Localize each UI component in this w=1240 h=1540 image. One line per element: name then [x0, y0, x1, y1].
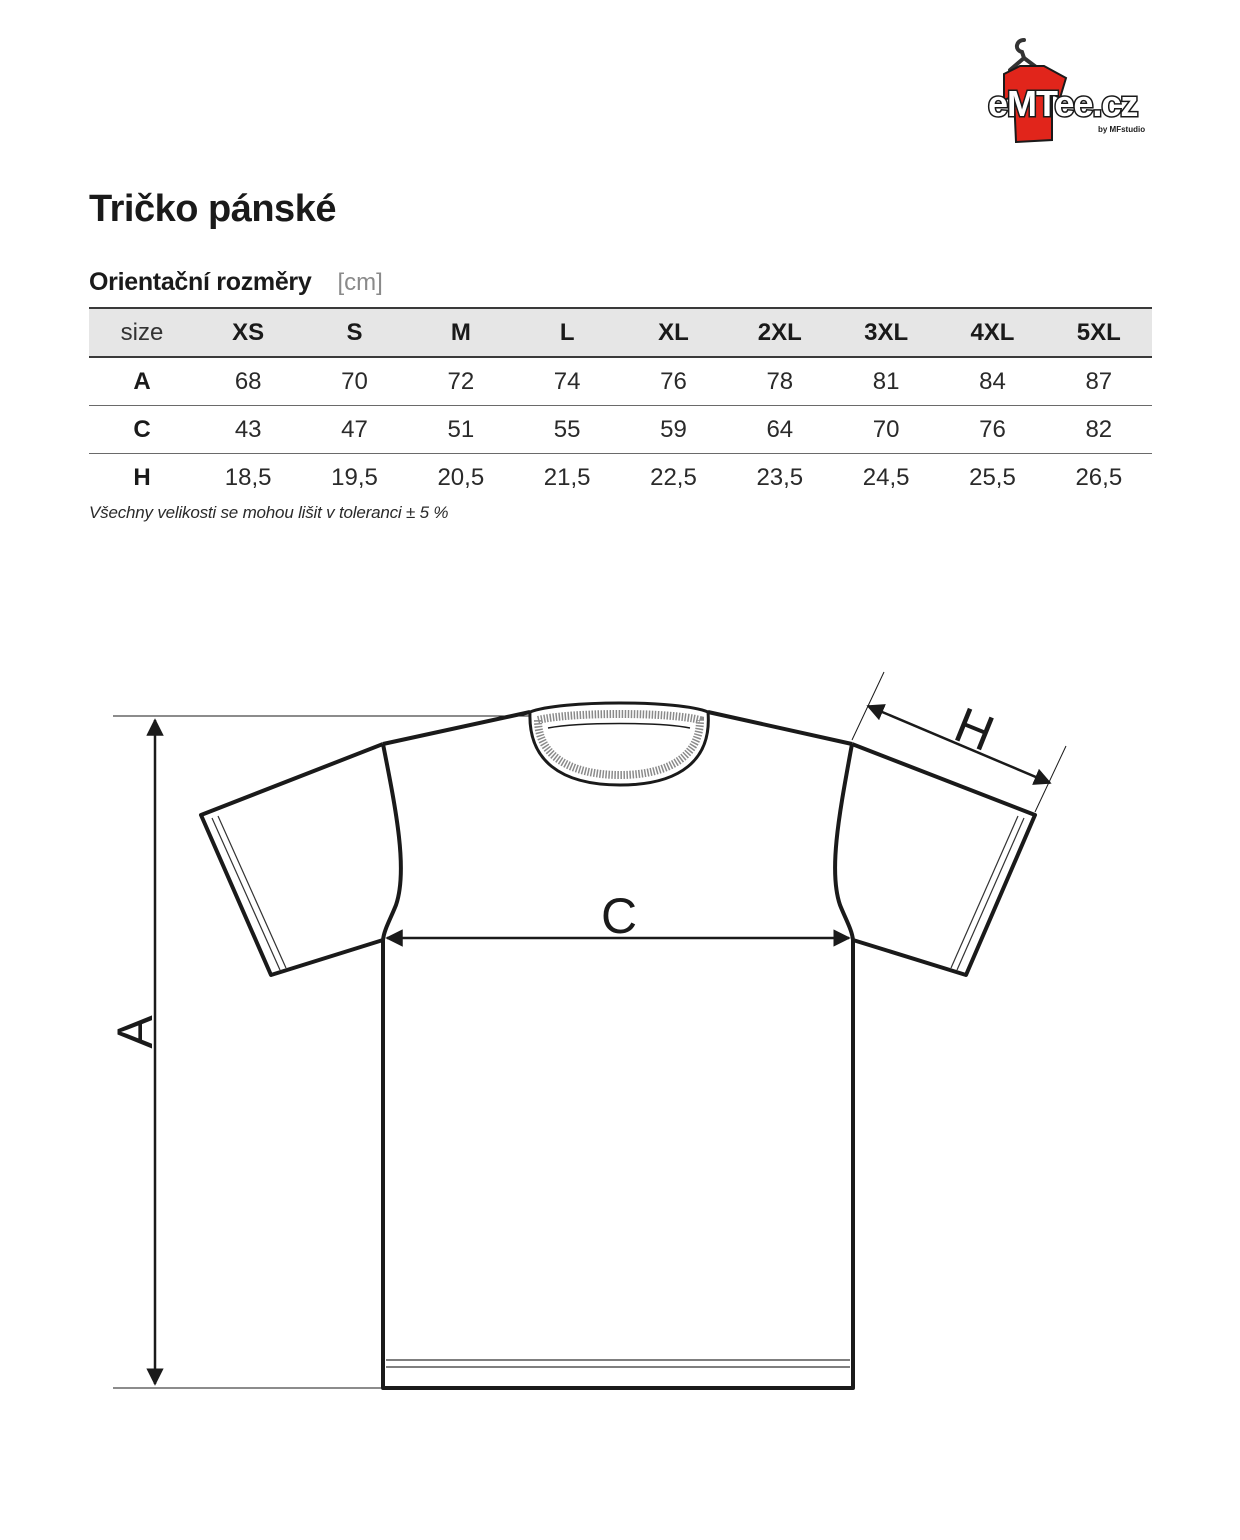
unit-label: [cm] — [337, 269, 383, 296]
table-cell: 68 — [234, 367, 262, 395]
column-header: XL — [658, 318, 689, 346]
table-cell: 43 — [234, 415, 262, 443]
table-cell: 21,5 — [543, 463, 591, 491]
table-cell: 74 — [553, 367, 581, 395]
table-cell: 24,5 — [862, 463, 910, 491]
logo-wordmark: eMTee.cz — [988, 83, 1138, 124]
logo-tagline: by MFstudio — [1098, 125, 1146, 134]
collar — [530, 703, 708, 785]
table-cell: 23,5 — [756, 463, 804, 491]
column-header: 4XL — [970, 318, 1015, 346]
dimension-label-h: H — [947, 696, 1002, 762]
table-cell: 76 — [979, 415, 1006, 443]
table-cell: 20,5 — [437, 463, 485, 491]
column-header: S — [346, 318, 363, 346]
table-cell: 87 — [1085, 367, 1113, 395]
dimension-label-a: A — [107, 1015, 163, 1049]
table-cell: 26,5 — [1075, 463, 1123, 491]
column-header: L — [559, 318, 575, 346]
column-header-size: size — [120, 318, 164, 346]
table-cell: 70 — [872, 415, 900, 443]
table-cell: 59 — [660, 415, 687, 443]
table-cell: 78 — [766, 367, 794, 395]
table-cell: 22,5 — [650, 463, 697, 491]
row-label: C — [133, 415, 151, 443]
table-cell: 82 — [1085, 415, 1113, 443]
table-cell: 18,5 — [224, 463, 272, 491]
table-cell: 19,5 — [331, 463, 378, 491]
column-header: XS — [232, 318, 265, 346]
column-header: 2XL — [757, 318, 802, 346]
column-header: 5XL — [1076, 318, 1121, 346]
column-header: 3XL — [864, 318, 909, 346]
tolerance-note: Všechny velikosti se mohou lišit v toleranci ± 5 % — [89, 503, 449, 522]
table-cell: 70 — [341, 367, 368, 395]
table-cell: 25,5 — [969, 463, 1016, 491]
table-cell: 76 — [660, 367, 687, 395]
table-cell: 72 — [447, 367, 475, 395]
dimension-a — [113, 716, 530, 1388]
tshirt-outline — [201, 712, 1035, 1388]
table-cell: 51 — [447, 415, 475, 443]
dimension-label-c: C — [600, 888, 638, 944]
page-title: Tričko pánské — [89, 188, 336, 230]
table-cell: 64 — [766, 415, 794, 443]
column-header: M — [450, 318, 471, 346]
table-cell: 81 — [872, 367, 900, 395]
subtitle: Orientační rozměry — [89, 268, 312, 296]
table-cell: 84 — [979, 367, 1006, 395]
row-label: H — [133, 463, 151, 491]
row-label: A — [133, 367, 151, 395]
table-cell: 47 — [341, 415, 368, 443]
table-cell: 55 — [553, 415, 581, 443]
